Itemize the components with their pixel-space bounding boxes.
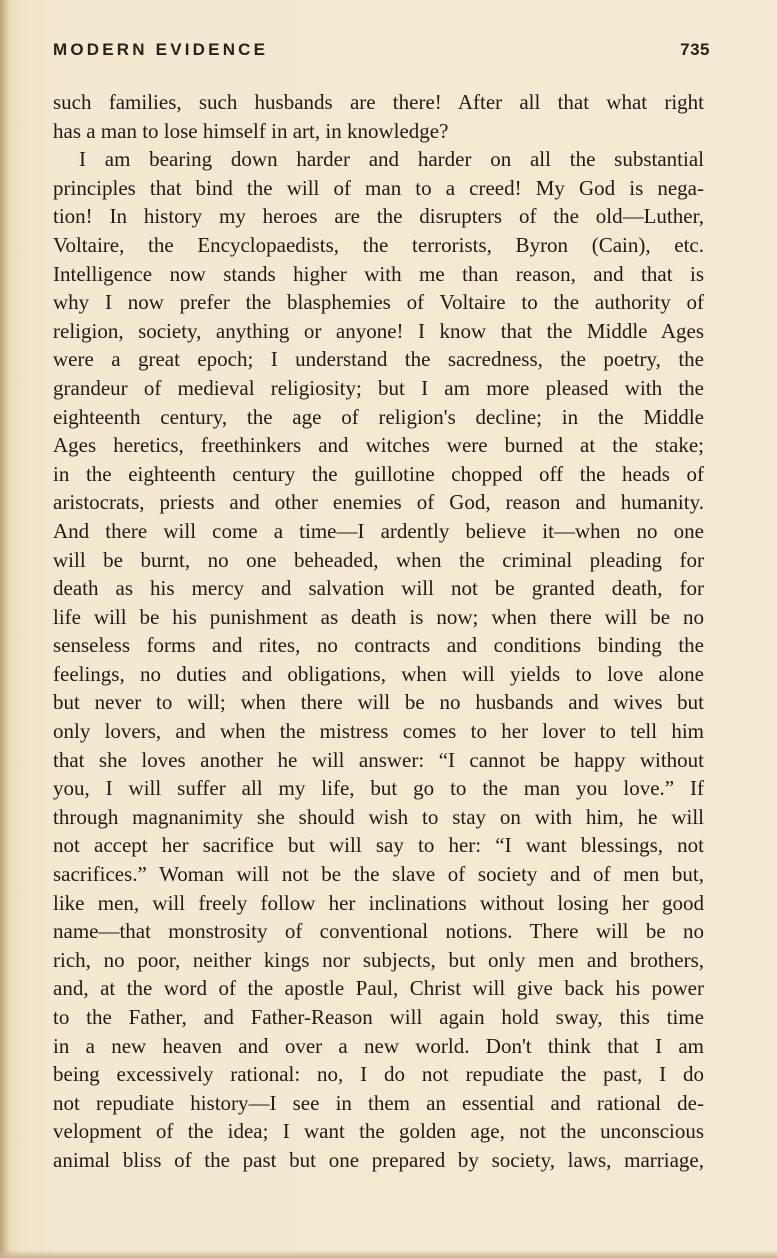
running-head [53, 38, 710, 64]
text-line: life will be his punishment as death is now; when there will be no [53, 604, 704, 629]
page-bottom-edge [0, 1250, 777, 1258]
running-head-title: MODERN EVIDENCE [53, 40, 269, 59]
text-line: why I now prefer the blasphemies of Voltaire to the authority of [53, 290, 704, 315]
text-line: in a new heaven and over a new world. Don't think that I am [53, 1033, 704, 1058]
text-line: only lovers, and when the mistress comes to her lover to tell him [53, 719, 704, 744]
text-line: but never to will; when there will be no husbands and wives but [53, 690, 704, 715]
text-line: velopment of the idea; I want the golden age, not the unconscious [53, 1119, 704, 1144]
text-line: name—that monstrosity of conventional notions. There will be no [53, 919, 704, 944]
text-line: sacrifices.” Woman will not be the slave of society and of men but, [53, 862, 704, 887]
text-line: you, I will suffer all my life, but go to the man you love.” If [53, 776, 704, 801]
text-line: were a great epoch; I understand the sacredness, the poetry, the [53, 347, 704, 372]
text-line: senseless forms and rites, no contracts and conditions binding the [53, 633, 704, 658]
text-line: not accept her sacrifice but will say to her: “I want blessings, not [53, 833, 704, 858]
text-line: will be burnt, no one beheaded, when the criminal pleading for [53, 547, 704, 572]
text-line: grandeur of medieval religiosity; but I am more pleased with the [53, 375, 704, 400]
text-line-content: I am bearing down harder and harder on all the substantial [79, 147, 704, 172]
text-line: animal bliss of the past but one prepared by society, laws, marriage, [53, 1147, 704, 1172]
text-line: like men, will freely follow her inclinations without losing her good [53, 890, 704, 915]
text-line: eighteenth century, the age of religion's decline; in the Middle [53, 404, 704, 429]
page-number: 735 [680, 40, 710, 59]
text-line: and, at the word of the apostle Paul, Christ will give back his power [53, 976, 704, 1001]
text-line: rich, no poor, neither kings nor subjects, but only men and brothers, [53, 947, 704, 972]
text-line: not repudiate history—I see in them an essential and rational de- [53, 1090, 704, 1115]
text-line: through magnanimity she should wish to stay on with him, he will [53, 804, 704, 829]
text-line: religion, society, anything or anyone! I know that the Middle Ages [53, 318, 704, 343]
text-line: has a man to lose himself in art, in knowledge? [53, 118, 449, 143]
text-line: feelings, no duties and obligations, when will yields to love alone [53, 661, 704, 686]
text-line: And there will come a time—I ardently believe it—when no one [53, 518, 704, 543]
text-line: Intelligence now stands higher with me than reason, and that is [53, 261, 704, 286]
text-line: principles that bind the will of man to a creed! My God is nega- [53, 175, 704, 200]
text-line: aristocrats, priests and other enemies of God, reason and humanity. [53, 490, 704, 515]
text-line: that she loves another he will answer: “I cannot be happy without [53, 747, 704, 772]
text-line: such families, such husbands are there! After all that what right [53, 90, 704, 114]
page-gutter-shadow [0, 0, 10, 1258]
text-line: Ages heretics, freethinkers and witches were burned at the stake; [53, 433, 704, 458]
text-line: death as his mercy and salvation will not be granted death, for [53, 576, 704, 601]
text-line: Voltaire, the Encyclopaedists, the terrorists, Byron (Cain), etc. [53, 232, 704, 257]
text-line: being excessively rational: no, I do not repudiate the past, I do [53, 1062, 704, 1087]
text-line: in the eighteenth century the guillotine chopped off the heads of [53, 461, 704, 486]
body-text [53, 88, 704, 1175]
text-line-indented [53, 145, 704, 174]
text-line: tion! In history my heroes are the disrupters of the old—Luther, [53, 204, 704, 229]
text-line: to the Father, and Father-Reason will again hold sway, this time [53, 1005, 704, 1029]
